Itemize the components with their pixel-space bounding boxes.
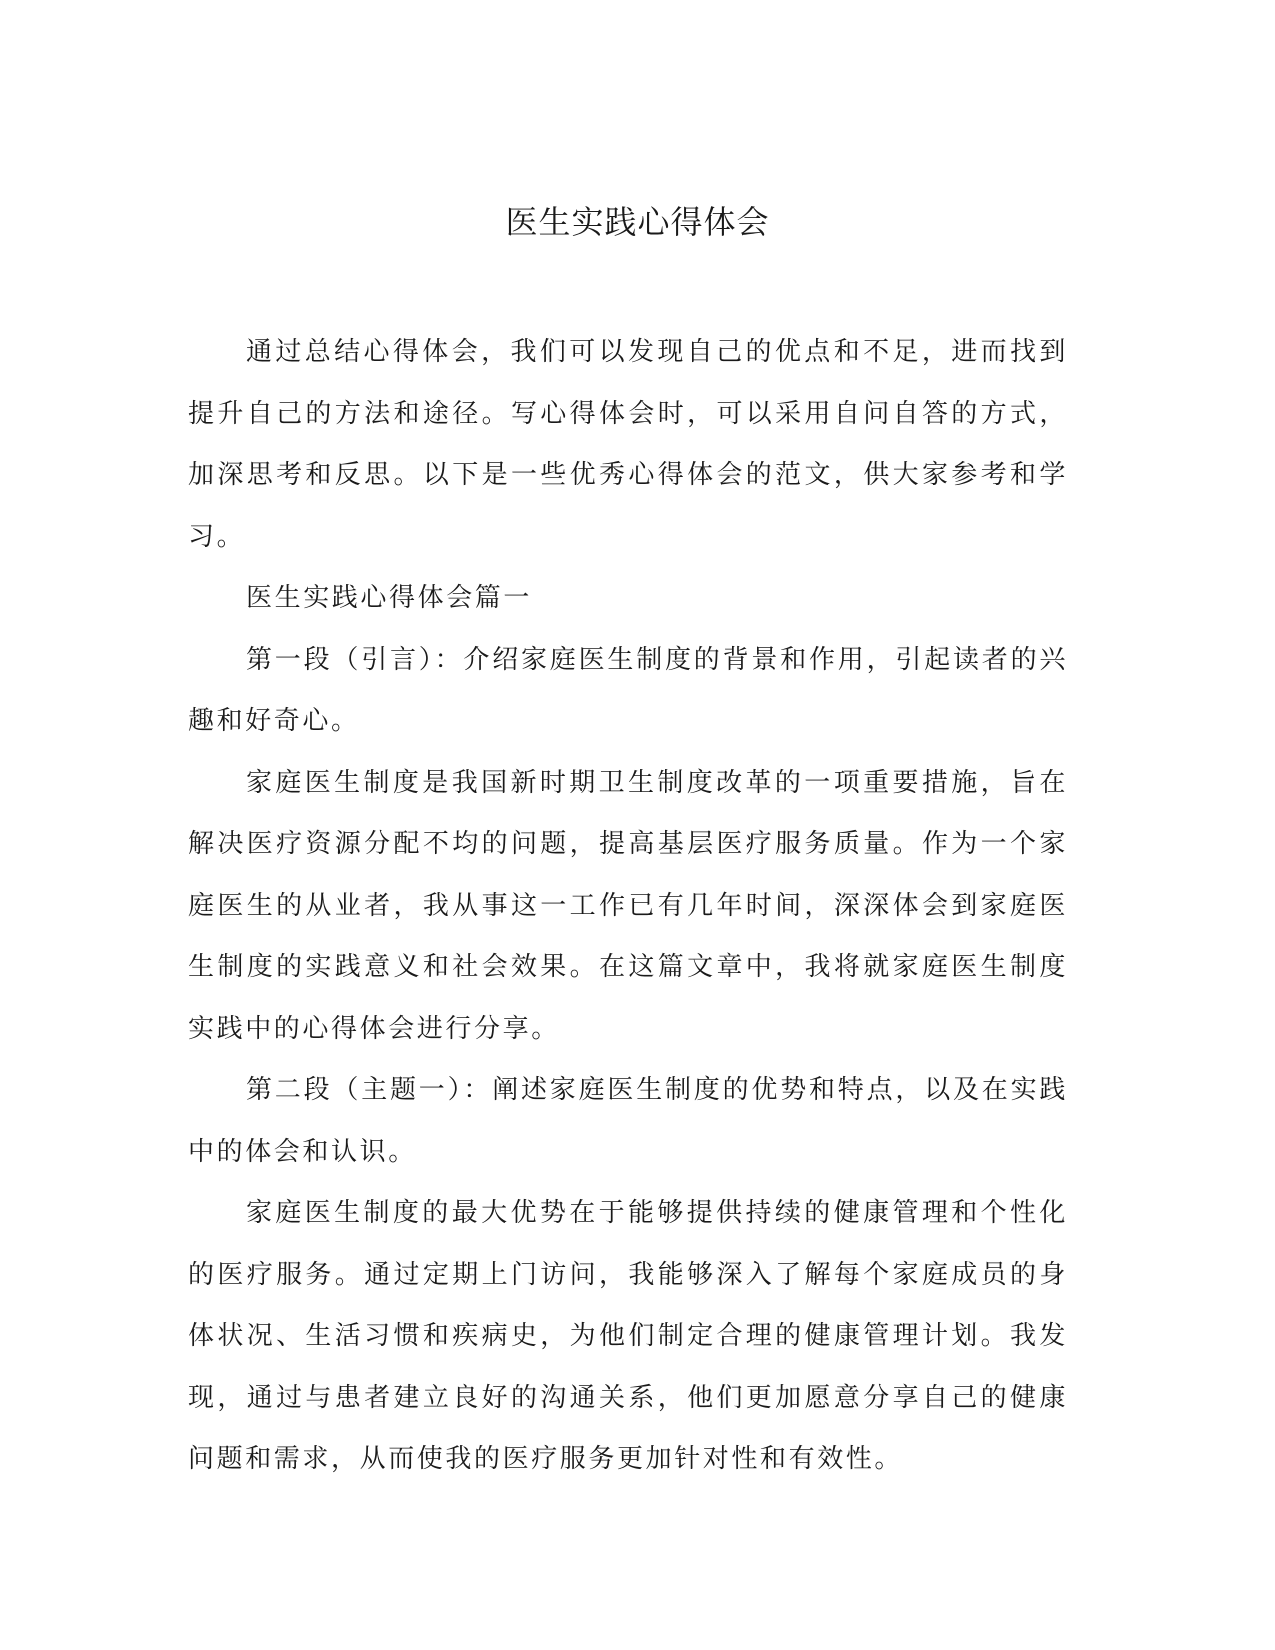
paragraph-section-1-heading: 第一段（引言）：介绍家庭医生制度的背景和作用，引起读者的兴趣和好奇心。 bbox=[188, 644, 1068, 736]
document-title: 医生实践心得体会 bbox=[505, 203, 770, 241]
section-heading: 医生实践心得体会篇一 bbox=[246, 583, 533, 613]
paragraph-section-2-body: 家庭医生制度的最大优势在于能够提供持续的健康管理和个性化的医疗服务。通过定期上门访问，我能够深入了解每个家庭成员的身体状况、生活习惯和疾病史，为他们制定合理的健康管理计划。我发现，通过与患者建立良好的沟通关系，他们更加愿意分享自己的健康问题和需求，从而使我的医疗服务更加针对性和有效性。 bbox=[188, 1198, 1068, 1474]
paragraph-section-2-heading: 第二段（主题一）：阐述家庭医生制度的优势和特点，以及在实践中的体会和认识。 bbox=[188, 1075, 1068, 1167]
paragraph-section-1-body: 家庭医生制度是我国新时期卫生制度改革的一项重要措施，旨在解决医疗资源分配不均的问题，提高基层医疗服务质量。作为一个家庭医生的从业者，我从事这一工作已有几年时间，深深体会到家庭医生制度的实践意义和社会效果。在这篇文章中，我将就家庭医生制度实践中的心得体会进行分享。 bbox=[188, 767, 1068, 1044]
document-body bbox=[188, 322, 1068, 1491]
paragraph-intro: 通过总结心得体会，我们可以发现自己的优点和不足，进而找到提升自己的方法和途径。写心得体会时，可以采用自问自答的方式，加深思考和反思。以下是一些优秀心得体会的范文，供大家参考和学习。 bbox=[188, 337, 1068, 552]
